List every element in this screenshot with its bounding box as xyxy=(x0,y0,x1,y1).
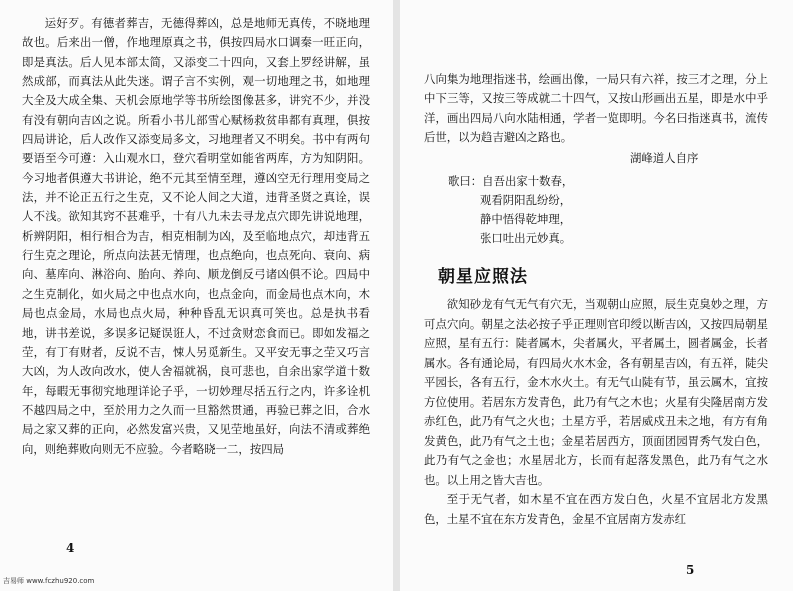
site-watermark: 吉易师 www.fczhu920.com xyxy=(3,577,95,585)
song-poem xyxy=(448,172,573,248)
section-paragraph-1: 欲知砂龙有气无气有穴无，当观朝山应照，辰生克臭妙之理，方可点穴向。朝星之法必按子乎正理则官印绶以断吉凶，又按四局朝星应照，星有五行：陡者属木，尖者属火，平者属土，圆者属金，长者属水。各有通论局，有四局火水木金，各有朝星吉凶，有五祥，陡尖平园长，各有五行，金木水火土。有无气山陡有节，虽云属木，宜按方位使用。若居东方发青色，此乃有气之木也；火星有尖隆居南方发赤红色，此乃有气之火也；土星方乎，若居威戍丑未之地，有方有角发黄色，此乃有气之土也；金星若居西方，顶面团园胃秀气发白色，此乃有气之金也；水星居北方，长而有起落发黑色，此乃有气之水也。以上用之皆大吉也。 xyxy=(424,297,768,487)
section-body xyxy=(424,295,768,529)
right-book-page xyxy=(400,0,793,591)
section-heading: 朝星应照法 xyxy=(438,267,528,287)
poem-line-2: 观看阴阳乱纷纷， xyxy=(480,193,572,207)
right-page-number: 5 xyxy=(686,563,695,577)
left-book-page xyxy=(0,0,393,591)
preface-signature: 湖峰道人自序 xyxy=(630,151,699,165)
section-paragraph-2: 至于无气者，如木星不宜在西方发白色，火星不宜居北方发黑色，土星不宜在东方发青色，金星不宜居南方发赤红 xyxy=(424,492,768,526)
book-gutter xyxy=(393,0,400,591)
poem-line-3: 静中悟得乾坤理， xyxy=(480,212,572,226)
left-page-number: 4 xyxy=(66,541,75,555)
poem-line-4: 张口吐出元妙真。 xyxy=(480,231,572,245)
preface-closing-text: 八向集为地理指迷书，绘画出像，一局只有六祥，按三才之理，分上中下三等，又按三等成就二十四气，又按山形画出五星，即是水中乎洋，画出四局八向水陆相通，学者一览即明。今名曰指迷真书，流传后世，以为趋吉避凶之路也。 xyxy=(424,72,768,145)
left-page-body-text: 运好歹。有德者葬吉，无德得葬凶，总是地师无真传，不晓地理故也。后来出一僧，作地理原真之书，俱按四局水口调秦一旺正向，即是真法。后人见本部太简，又添变二十四向，又套上罗经讲解，虽然成部，而真法从此失迷。谓子言不实例，观一切地理之书，如地理大全及大成全集、天机会原地学等书所绘图像甚多，讲究不少，并没有没有朝向吉凶之说。所看小书儿部雪心赋杨救贫串都有真理，俱按四局讲论，后人改作又添变局多文，习地理者又不明矣。书中有两句要语至今可遵：入山观水口，登穴看明堂如能省两库，方为知阴阳。今习地者俱遵大书讲论，绝不元其至情至理，遵凶空无行理用变局之法，并不论正五行之生克，又不论人间之大道，违背圣贤之真诠，误人不浅。欲知其窍不甚难乎，十有八九未去寻龙点穴即先讲说地理，析辨阴阳，相行相合为吉，相克相制为凶，及至临地点穴，却违背五行生克之理论，所点向法甚无情理，也点绝向，也点死向、衰向、病向、墓库向、淋浴向、胎向、养向、顺龙倒反弓诸凶俱不论。四局中之生克制化，如火局之中也点水向，也点金向，而金局也点木向，木局也点金局，水局也点火局，种种昏乱无识真可笑也。总是执书看地，讲书差说，多误多记疑误诳人，不过贪财恋食而已。即如发福之茔，有丁有财者，反说不吉，悚人另觅新生。又平安无事之茔又巧言大凶，为人改向改水，使人舍福就祸，良可悲也，自余出家学道十数年，每暇无事彻究地理详论子乎，一切妙理尽括五行之内，许多诠机不越四局之中，至於用力之久而一旦豁然贯通，再验已葬之旧，合水局之家又葬的正向，必然发富兴贵，又见茔地虽好，向法不清或葬绝向，则绝葬败向则无不应验。今者略晓一二，按四局 xyxy=(22,16,370,456)
poem-line-1: 歌曰：自吾出家十数春， xyxy=(448,174,574,188)
